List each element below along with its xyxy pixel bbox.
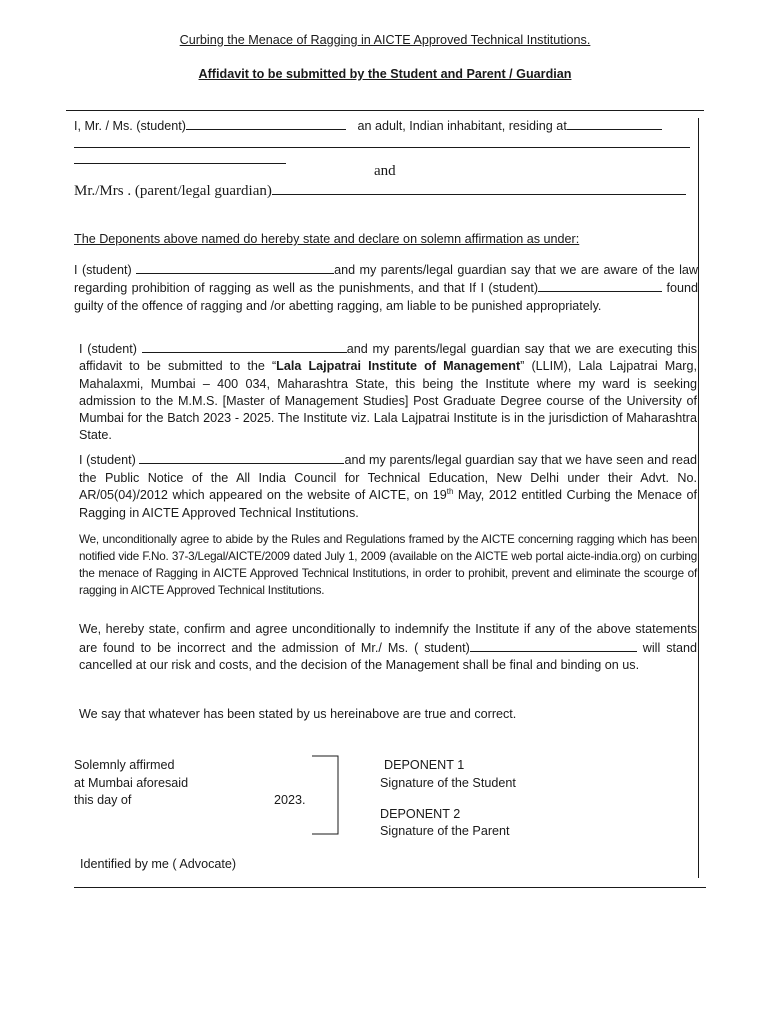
deponent-1-label: DEPONENT 1 (384, 758, 465, 772)
student-suffix: an adult, Indian inhabitant, residing at (357, 119, 567, 133)
paragraph-true-correct: We say that whatever has been stated by us hereinabove are true and correct. (79, 707, 517, 721)
para2-prefix: I (student) (79, 342, 137, 356)
advocate-signature-line[interactable] (74, 887, 706, 888)
residence-field[interactable] (567, 117, 662, 130)
box-top-border (66, 110, 704, 111)
paragraph-indemnify (79, 621, 697, 675)
paragraph-rules: We, unconditionally agree to abide by the Rules and Regulations framed by the AICTE concerning ragging which has been notified vide F.No. 37-3/Legal/AICTE/2009 dated July 1, 2009 (available on the AICTE web portal aicte-india.org) on curbing the menace of Ragging in AICTE Approved Technical Institutions, in order to prohibit, prevent and eliminate the scourge of ragging in AICTE Approved Technical Institutions. (79, 533, 697, 597)
para3-sup: th (446, 486, 454, 496)
affirm-line-1: Solemnly affirmed (74, 758, 175, 772)
para3-mid: and my parents/legal guardian say that we have seen and read the Public Notice of the All India Council for Technical Education, New Delhi under their Advt. No. AR/05(04)/2012 which appeared on the website of AICTE, on 19 (79, 453, 698, 502)
para5-end: will stand cancelled at our risk and costs, and the decision of the Management shall be final and binding on us. (79, 640, 698, 672)
student-name-line (74, 117, 662, 135)
affirm-line-2: at Mumbai aforesaid (74, 775, 189, 790)
para1-student-field[interactable] (136, 261, 334, 274)
para1-student-field-2[interactable] (538, 279, 662, 292)
para2-student-field[interactable] (142, 340, 347, 353)
para5-student-field[interactable] (470, 639, 637, 652)
bracket-brace (308, 752, 342, 838)
paragraph-awareness (74, 261, 698, 315)
affirm-line-3: this day of (74, 793, 132, 807)
para1-end: found guilty of the offence of ragging and /or abetting ragging, am liable to be punished appropriately. (74, 281, 699, 313)
student-prefix: I, Mr. / Ms. (student) (74, 119, 186, 133)
paragraph-public-notice (79, 451, 697, 522)
residence-line-3[interactable] (74, 163, 286, 164)
affidavit-subtitle: Affidavit to be submitted by the Student and Parent / Guardian (198, 67, 572, 81)
advocate-identification: Identified by me ( Advocate) (80, 857, 237, 871)
declaration-heading: The Deponents above named do hereby state and declare on solemn affirmation as under: (74, 232, 580, 246)
deponent-2-signature[interactable]: Signature of the Parent (380, 824, 510, 838)
box-right-border (698, 118, 699, 878)
parent-name-line (74, 182, 686, 200)
para1-mid: and my parents/legal guardian say that we are aware of the law regarding prohibition of ragging as well as the punishments, and that If I (student) (74, 263, 699, 295)
para3-student-field[interactable] (139, 451, 344, 464)
deponent-2-label: DEPONENT 2 (380, 807, 461, 821)
and-word: and (374, 163, 396, 179)
parent-prefix: Mr./Mrs . (parent/legal guardian) (74, 183, 272, 199)
document-title: Curbing the Menace of Ragging in AICTE Approved Technical Institutions. (179, 33, 591, 47)
institute-name: Lala Lajpatrai Institute of Management (276, 359, 521, 374)
para3-prefix: I (student) (79, 453, 136, 467)
paragraph-institute (79, 340, 697, 445)
para5-start: We, hereby state, confirm and agree unconditionally to indemnify the Institute if any of the above statements are found to be incorrect and the admission of Mr./ Ms. ( student) (79, 622, 697, 655)
affirmation-block (74, 757, 188, 810)
parent-name-field[interactable] (272, 182, 686, 195)
affirm-year: 2023. (274, 793, 306, 807)
para2-mid: and my parents/legal guardian say that we are executing this affidavit to be submitted to the “ (79, 342, 697, 374)
deponent-1-signature[interactable]: Signature of the Student (380, 776, 516, 790)
student-name-field[interactable] (186, 117, 346, 130)
para3-end: May, 2012 entitled Curbing the Menace of Ragging in AICTE Approved Technical Institutions. (79, 488, 698, 520)
para2-rest: ” (LLIM), Lala Lajpatrai Marg, Mahalaxmi, Mumbai – 400 034, Maharashtra State, this being the Institute where my ward is seeking admission to the M.M.S. [Master of Management Studies] Post Graduate Degree course of the University of Mumbai for the Batch 2023 - 2025. The Institute viz. Lala Lajpatrai Institute is in the jurisdiction of Maharashtra State. (79, 359, 697, 443)
para1-prefix: I (student) (74, 263, 132, 277)
residence-line-2[interactable] (74, 147, 690, 148)
